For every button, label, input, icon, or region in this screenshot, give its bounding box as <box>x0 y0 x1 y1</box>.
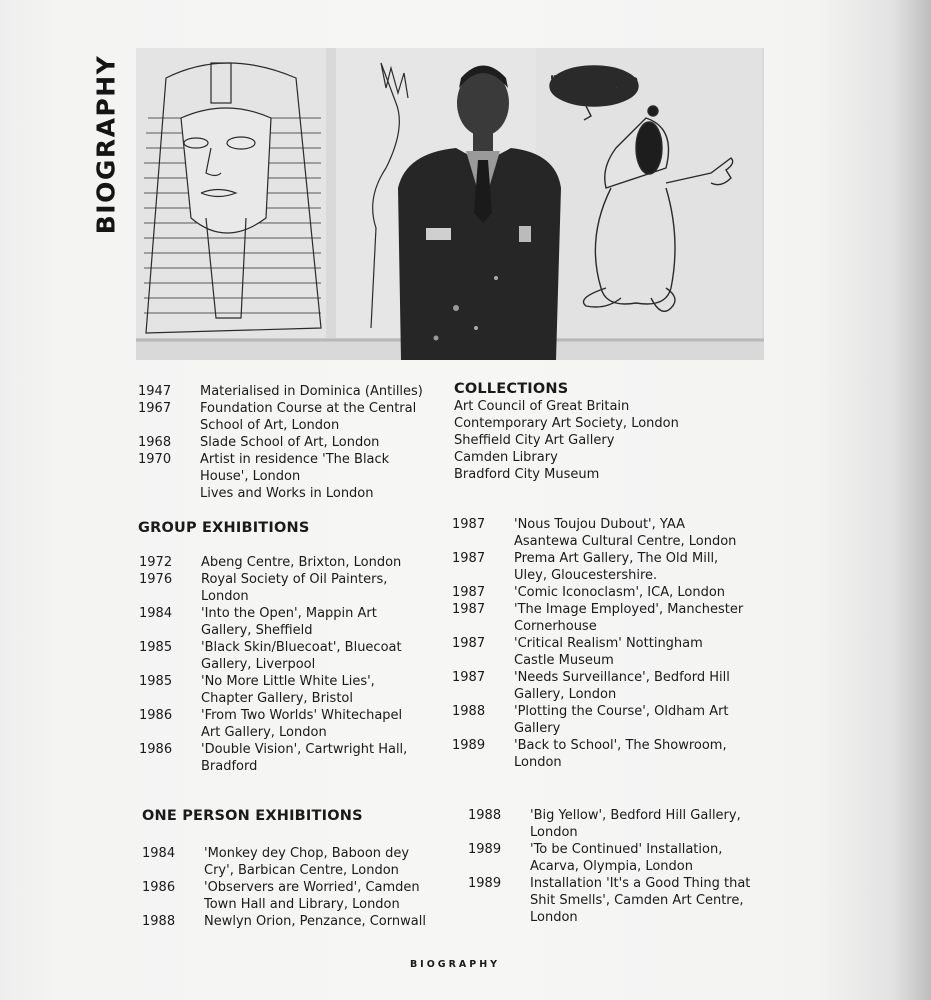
entry-year: 1972 <box>139 555 173 570</box>
entry-text: 'Into the Open', Mappin Art <box>201 606 377 621</box>
exhibition-entry <box>142 913 452 930</box>
group-exhibitions-heading: GROUP EXHIBITIONS <box>138 520 310 536</box>
exhibition-entry <box>468 841 778 875</box>
entry-text: School of Art, London <box>200 418 340 433</box>
exhibition-entry <box>452 516 772 550</box>
entry-text: Gallery, Liverpool <box>201 657 316 672</box>
entry-year: 1947 <box>138 384 172 399</box>
entry-text: 'Back to School', The Showroom, <box>514 738 727 753</box>
entry-text: 'Critical Realism' Nottingham <box>514 636 703 651</box>
one-person-exhibitions-right <box>468 807 778 926</box>
exhibition-entry <box>139 571 439 605</box>
entry-text: London <box>530 910 578 925</box>
collections-heading: COLLECTIONS <box>454 381 569 397</box>
entry-text: Prema Art Gallery, The Old Mill, <box>514 551 719 566</box>
entry-text: London <box>201 589 249 604</box>
side-title-text: BIOGRAPHY <box>91 54 121 234</box>
exhibition-entry <box>452 550 772 584</box>
entry-year: 1987 <box>452 551 486 566</box>
entry-year: 1984 <box>142 846 176 861</box>
entry-text: London <box>514 755 562 770</box>
entry-text: House', London <box>200 469 301 484</box>
collection-item: Contemporary Art Society, London <box>454 416 679 431</box>
entry-year: 1988 <box>142 914 176 929</box>
entry-year: 1976 <box>139 572 173 587</box>
entry-text: 'Plotting the Course', Oldham Art <box>514 704 729 719</box>
side-title <box>88 48 124 240</box>
entry-year: 1989 <box>468 842 502 857</box>
entry-text: 'Monkey dey Chop, Baboon dey <box>204 846 410 861</box>
artist-photo <box>136 48 764 360</box>
entry-year: 1989 <box>468 876 502 891</box>
biography-list <box>138 383 438 502</box>
entry-year: 1986 <box>139 708 173 723</box>
entry-text: Castle Museum <box>514 653 614 668</box>
collection-item: Art Council of Great Britain <box>454 399 630 414</box>
entry-text: Cry', Barbican Centre, London <box>204 863 399 878</box>
entry-text: Installation 'It's a Good Thing that <box>530 876 751 891</box>
entry-text: 'Needs Surveillance', Bedford Hill <box>514 670 730 685</box>
entry-year: 1988 <box>452 704 486 719</box>
entry-year: 1987 <box>452 517 486 532</box>
entry-text: Royal Society of Oil Painters, <box>201 572 388 587</box>
entry-year: 1989 <box>452 738 486 753</box>
entry-year: 1968 <box>138 435 172 450</box>
entry-year: 1987 <box>452 585 486 600</box>
page-footer: BIOGRAPHY <box>409 959 501 970</box>
entry-year: 1987 <box>452 670 486 685</box>
collection-item: Bradford City Museum <box>454 467 600 482</box>
one-person-exhibitions-left <box>142 845 452 930</box>
entry-text: 'Nous Toujou Dubout', YAA <box>514 517 685 532</box>
entry-year: 1987 <box>452 636 486 651</box>
collection-item: Sheffield City Art Gallery <box>454 433 615 448</box>
exhibition-entry <box>139 707 439 741</box>
entry-text: Cornerhouse <box>514 619 597 634</box>
entry-text: Gallery, London <box>514 687 617 702</box>
entry-year: 1985 <box>139 674 173 689</box>
entry-text: Bradford <box>201 759 258 774</box>
entry-year: 1988 <box>468 808 502 823</box>
speech-bubble-line2: blacken me in!' <box>559 87 629 97</box>
collection-item: Camden Library <box>454 450 558 465</box>
exhibition-entry <box>452 737 772 771</box>
entry-text: Artist in residence 'The Black <box>200 452 390 467</box>
speech-bubble-line1: 'Hey! You forgot to <box>550 76 638 86</box>
exhibition-entry <box>468 875 778 926</box>
entry-text: 'No More Little White Lies', <box>201 674 375 689</box>
one-person-exhibitions-heading: ONE PERSON EXHIBITIONS <box>142 808 363 824</box>
exhibition-entry <box>142 845 452 879</box>
exhibition-entry <box>139 605 439 639</box>
entry-year: 1970 <box>138 452 172 467</box>
entry-year: 1987 <box>452 602 486 617</box>
biography-entry <box>138 400 438 434</box>
entry-text: Chapter Gallery, Bristol <box>201 691 353 706</box>
exhibition-entry <box>142 879 452 913</box>
artist-photo-illustration <box>136 48 764 360</box>
entry-text: Lives and Works in London <box>200 486 374 501</box>
entry-text: 'Big Yellow', Bedford Hill Gallery, <box>530 808 741 823</box>
entry-text: 'Comic Iconoclasm', ICA, London <box>514 585 726 600</box>
collections-section <box>454 381 774 483</box>
exhibition-entry <box>452 601 772 635</box>
entry-text: Town Hall and Library, London <box>204 897 400 912</box>
entry-year: 1986 <box>142 880 176 895</box>
entry-text: Newlyn Orion, Penzance, Cornwall <box>204 914 426 929</box>
exhibition-entry <box>452 669 772 703</box>
entry-text: Asantewa Cultural Centre, London <box>514 534 737 549</box>
entry-text: Slade School of Art, London <box>200 435 380 450</box>
exhibition-entry <box>139 639 439 673</box>
biography-entry <box>138 451 438 502</box>
entry-text: Gallery <box>514 721 561 736</box>
entry-text: Foundation Course at the Central <box>200 401 417 416</box>
entry-text: London <box>530 825 578 840</box>
exhibition-entry <box>139 673 439 707</box>
exhibition-entry <box>452 703 772 737</box>
entry-text: 'To be Continued' Installation, <box>530 842 723 857</box>
group-exhibitions-right <box>452 516 772 771</box>
entry-text: 'From Two Worlds' Whitechapel <box>201 708 403 723</box>
exhibition-entry <box>452 635 772 669</box>
entry-year: 1984 <box>139 606 173 621</box>
entry-text: 'The Image Employed', Manchester <box>514 602 744 617</box>
entry-text: Art Gallery, London <box>201 725 327 740</box>
biography-entry <box>138 434 438 451</box>
entry-text: Uley, Gloucestershire. <box>514 568 658 583</box>
exhibition-entry <box>452 584 772 601</box>
entry-text: Abeng Centre, Brixton, London <box>201 555 402 570</box>
entry-text: 'Black Skin/Bluecoat', Bluecoat <box>201 640 402 655</box>
entry-text: 'Double Vision', Cartwright Hall, <box>201 742 408 757</box>
entry-text: 'Observers are Worried', Camden <box>204 880 420 895</box>
exhibition-entry <box>139 554 439 571</box>
group-exhibitions-left <box>139 554 439 775</box>
entry-text: Acarva, Olympia, London <box>530 859 693 874</box>
entry-text: Materialised in Dominica (Antilles) <box>200 384 423 399</box>
entry-year: 1967 <box>138 401 172 416</box>
exhibition-entry <box>139 741 439 775</box>
exhibition-entry <box>468 807 778 841</box>
entry-year: 1986 <box>139 742 173 757</box>
biography-entry <box>138 383 438 400</box>
entry-text: Gallery, Sheffield <box>201 623 313 638</box>
entry-year: 1985 <box>139 640 173 655</box>
entry-text: Shit Smells', Camden Art Centre, <box>530 893 744 908</box>
